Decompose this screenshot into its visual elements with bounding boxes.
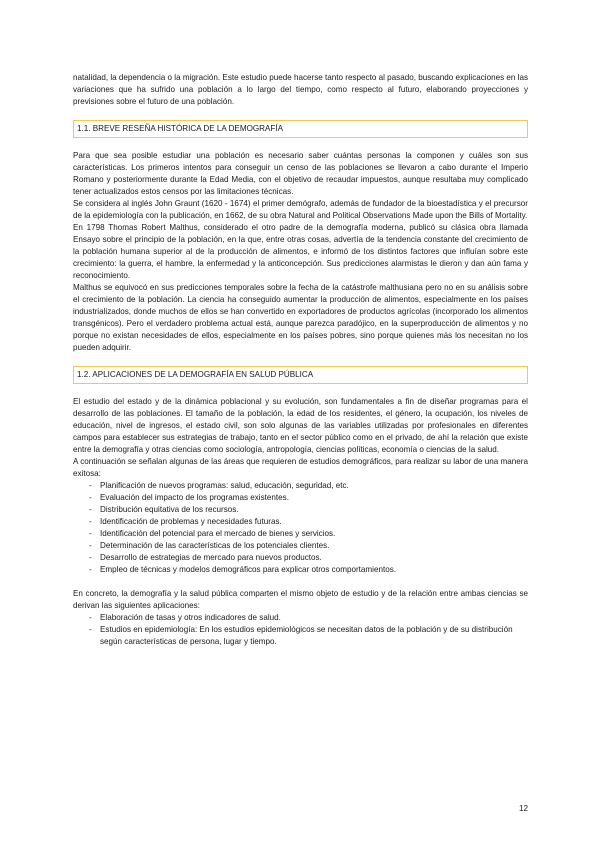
applications-paragraph: El estudio del estado y de la dinámica poblacional y su evolución, son fundamentales a fin de diseñar programas para el desarrollo de las poblaciones. El tamaño de la población, la edad de los residentes, el género, la ocupación, los niveles de educación, nivel de ingresos, el estado civil, son solo algunas de las variables utilizadas por profesionales en diferentes campos para establecer sus estrategias de trabajo, tanto en el sector público como en el privado, de ahí la relación que existe entre la demografía y otras ciencias como sociología, antropología, ciencias políticas, economía o ciencias de la salud.: [73, 397, 528, 454]
applications-paragraph: En concreto, la demografía y la salud pública comparten el mismo objeto de estudio y de la relación entre ambas ciencias se derivan las siguientes aplicaciones:: [73, 589, 528, 610]
section-heading-history: 1.1. BREVE RESEÑA HISTÓRICA DE LA DEMOGRAFÍA: [73, 120, 528, 138]
list-item: - Determinación de las características de los potenciales clientes.: [73, 540, 528, 552]
history-paragraph: Se considera al inglés John Graunt (1620 - 1674) el primer demógrafo, además de fundador de la bioestadística y el precursor de la epidemiología con la publicación, en 1662, de su obra Natural and Political Observations Made upon the Bills of Mortality.: [73, 199, 528, 220]
list-item: - Elaboración de tasas y otros indicadores de salud.: [73, 612, 528, 624]
demographic-areas-list: [73, 480, 528, 576]
list-item: - Identificación del potencial para el mercado de bienes y servicios.: [73, 528, 528, 540]
section-heading-applications: 1.2. APLICACIONES DE LA DEMOGRAFÍA EN SALUD PÚBLICA: [73, 366, 528, 384]
history-paragraph: Malthus se equivocó en sus predicciones temporales sobre la fecha de la catástrofe malthusiana pero no en su análisis sobre el crecimiento de la población. La ciencia ha conseguido aumentar la producción de alimentos, especialmente en los países industrializados, donde muchos de ellos se han convertido en exportadores de productos agrícolas (incorporado los alimentos transgénicos). Pero el verdadero problema actual está, aunque parezca paradójico, en la superproducción de alimentos y no porque no existan necesidades de ellos, especialmente en los países pobres, sino porque quienes más los necesitan no los pueden adquirir.: [73, 283, 528, 352]
list-item: - Empleo de técnicas y modelos demográficos para explicar otros comportamientos.: [73, 564, 528, 576]
list-item: - Estudios en epidemiología: En los estudios epidemiológicos se necesitan datos de la población y de su distribución según características de persona, lugar y tiempo.: [73, 624, 528, 648]
list-item: - Identificación de problemas y necesidades futuras.: [73, 516, 528, 528]
page-content: [73, 72, 528, 648]
page-number: 12: [518, 804, 528, 813]
list-item: - Desarrollo de estrategias de mercado para nuevos productos.: [73, 552, 528, 564]
intro-paragraph: natalidad, la dependencia o la migración. Este estudio puede hacerse tanto respecto al pasado, buscando explicaciones en las variaciones que ha sufrido una población a lo largo del tiempo, como respecto al futuro, elaborando proyecciones y previsiones sobre el futuro de una población.: [73, 73, 528, 106]
list-item: - Distribución equitativa de los recursos.: [73, 504, 528, 516]
history-paragraph: En 1798 Thomas Robert Malthus, considerado el otro padre de la demografía moderna, publicó su clásica obra llamada Ensayo sobre el principio de la población, en la que, entre otras cosas, advertía de la tendencia constante del crecimiento de la población humana superior al de la producción de alimentos, e informó de los distintos factores que influían sobre este crecimiento: la guerra, el hambre, la enfermedad y la anticoncepción. Sus predicciones alarmistas le dieron y dan aún fama y reconocimiento.: [73, 223, 528, 280]
list-item: - Planificación de nuevos programas: salud, educación, seguridad, etc.: [73, 480, 528, 492]
list-item: - Evaluación del impacto de los programas existentes.: [73, 492, 528, 504]
health-applications-list: [73, 612, 528, 648]
history-paragraph: Para que sea posible estudiar una población es necesario saber cuántas personas la componen y cuáles son sus características. Los primeros intentos para conseguir un censo de las poblaciones se llevaron a cabo durante el Imperio Romano y posteriormente durante la Edad Media, con el objetivo de recaudar impuestos, aunque resultaba muy complicado tener actualizados estos censos por las limitaciones técnicas.: [73, 151, 528, 196]
applications-paragraph: A continuación se señalan algunas de las áreas que requieren de estudios demográficos, para realizar su labor de una manera exitosa:: [73, 457, 528, 478]
